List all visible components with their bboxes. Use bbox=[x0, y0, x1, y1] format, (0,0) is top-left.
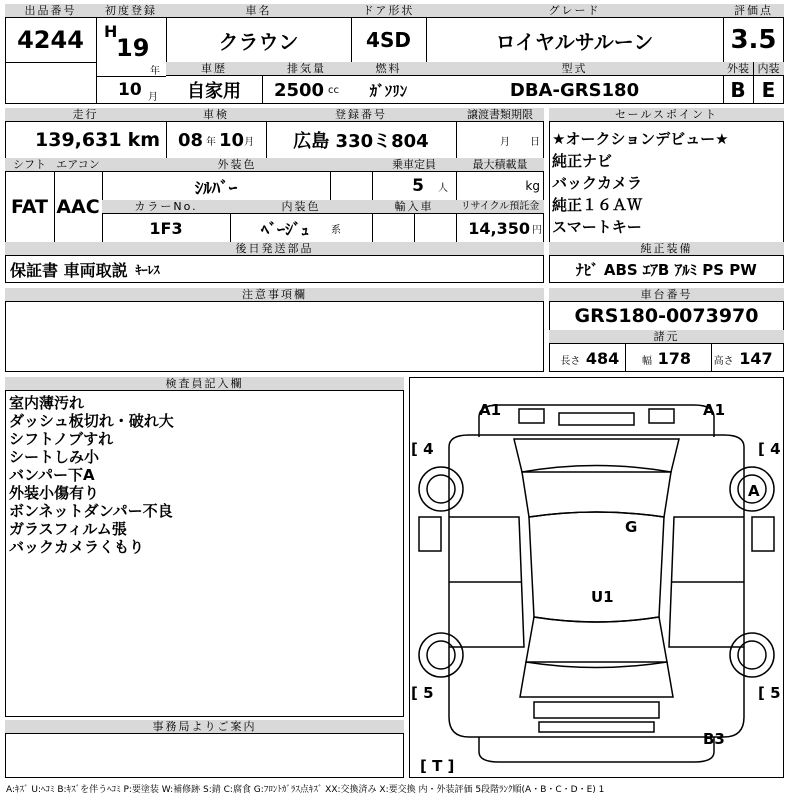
ext-color-label: 外装色 bbox=[102, 158, 372, 172]
inspector-item: バックカメラくもり bbox=[9, 538, 145, 556]
lot-number: 4244 bbox=[17, 26, 84, 54]
later-parts-label: 後日発送部品 bbox=[5, 242, 544, 256]
int-color-suffix: 系 bbox=[331, 224, 341, 236]
damage-a-wheel: A bbox=[748, 482, 760, 500]
lot-label: 出品番号 bbox=[5, 4, 96, 18]
history: 自家用 bbox=[187, 81, 241, 102]
first-reg-year: 19 bbox=[116, 34, 150, 62]
history-label: 車歴 bbox=[166, 62, 262, 76]
equipment: ﾅﾋﾞ ABS ｴｱB ｱﾙﾐ PS PW bbox=[576, 261, 757, 279]
displacement bbox=[262, 76, 351, 104]
equipment-label: 純正装備 bbox=[549, 242, 784, 256]
later-parts-small: ｷｰﾚｽ bbox=[135, 263, 160, 277]
inspector-item: シフトノブすれ bbox=[9, 430, 114, 448]
selling-point: 純正ナビ bbox=[552, 152, 613, 170]
load-label: 最大積載量 bbox=[456, 158, 544, 172]
door-type: 4SD bbox=[366, 28, 411, 52]
int-color-value: ﾍﾞｰｼﾞｭ bbox=[260, 219, 309, 239]
car-name-label: 車名 bbox=[166, 4, 351, 18]
score-int: E bbox=[761, 78, 776, 102]
grade: ロイヤルサルーン bbox=[495, 29, 654, 54]
score: 3.5 bbox=[730, 25, 777, 55]
transfer-day-unit: 日 bbox=[530, 136, 540, 148]
chassis-label: 車台番号 bbox=[549, 288, 784, 302]
int-color-label: 内装色 bbox=[230, 200, 372, 214]
specs bbox=[549, 344, 784, 372]
capacity bbox=[372, 172, 456, 200]
first-reg-era: H bbox=[104, 22, 118, 41]
recycle-value: 14,350 bbox=[468, 218, 530, 238]
shift-label: シフト bbox=[5, 158, 54, 172]
recycle-unit: 円 bbox=[532, 224, 542, 236]
fuel-label: 燃料 bbox=[351, 62, 426, 76]
damage-u1: U1 bbox=[591, 588, 614, 606]
selling-point: ★オークションデビュー★ bbox=[552, 130, 729, 148]
height-label: 高さ bbox=[713, 355, 734, 367]
recycle-label: リサイクル預託金 bbox=[456, 200, 544, 214]
car-diagram bbox=[409, 377, 784, 778]
damage-b3: B3 bbox=[703, 730, 725, 748]
capacity-label: 乗車定員 bbox=[372, 158, 456, 172]
door-label: ドア形状 bbox=[351, 4, 426, 18]
fuel: ｶﾞｿﾘﾝ bbox=[369, 81, 408, 100]
color-no: 1F3 bbox=[149, 218, 183, 238]
later-parts-main: 保証書 車両取説 bbox=[10, 261, 128, 280]
tire-depth-left-rear: [ 5 bbox=[411, 684, 434, 702]
tire-depth-right-front: [ 4 bbox=[758, 440, 781, 458]
capacity-value: 5 bbox=[412, 176, 424, 196]
width-label: 幅 bbox=[641, 355, 652, 367]
score-label: 評価点 bbox=[723, 4, 784, 18]
model-label: 型式 bbox=[426, 62, 723, 76]
grade-label: グレード bbox=[426, 4, 723, 18]
model: DBA-GRS180 bbox=[509, 79, 640, 101]
length-label: 長さ bbox=[560, 355, 581, 367]
office-label: 事務局よりご案内 bbox=[5, 720, 404, 734]
import-label: 輸入車 bbox=[372, 200, 456, 214]
color-no-label: カラーNo. bbox=[102, 200, 230, 214]
first-reg-label: 初度登録 bbox=[96, 4, 166, 18]
displacement-label: 排気量 bbox=[262, 62, 351, 76]
inspector-label: 検査員記入欄 bbox=[5, 377, 404, 391]
mileage-label: 走行 bbox=[5, 108, 166, 122]
damage-a1-right: A1 bbox=[703, 401, 726, 419]
displacement-value: 2500 bbox=[273, 79, 325, 101]
ac: AAC bbox=[56, 196, 100, 218]
chassis-number: GRS180-0073970 bbox=[574, 305, 759, 327]
first-reg-year-unit: 年 bbox=[150, 66, 160, 77]
tire-depth-right-rear: [ 5 bbox=[758, 684, 781, 702]
notes-label: 注意事項欄 bbox=[5, 288, 544, 302]
selling-point: 純正１６ＡＷ bbox=[552, 196, 643, 214]
ext-color: ｼﾙﾊﾞｰ bbox=[194, 178, 238, 199]
mileage-value: 139,631 bbox=[35, 129, 122, 151]
score-int-label: 内装 bbox=[753, 62, 784, 76]
score-ext: B bbox=[730, 78, 746, 102]
score-ext-label: 外装 bbox=[723, 62, 753, 76]
inspection-month-unit: 月 bbox=[244, 136, 255, 148]
inspector-item: 外装小傷有り bbox=[9, 484, 100, 502]
inspector-item: 室内薄汚れ bbox=[9, 394, 85, 412]
first-reg-month-unit: 月 bbox=[148, 92, 158, 103]
plate: 広島 330ミ804 bbox=[293, 131, 429, 152]
inspection bbox=[166, 122, 266, 158]
inspector-item: バンパー下A bbox=[9, 466, 95, 484]
height: 147 bbox=[739, 348, 773, 368]
transfer bbox=[456, 122, 544, 158]
mileage-unit: km bbox=[127, 129, 160, 151]
selling-point: スマートキー bbox=[552, 218, 642, 236]
transfer-month-unit: 月 bbox=[500, 136, 510, 148]
inspector-item: ボンネットダンパー不良 bbox=[9, 502, 173, 520]
damage-g: G bbox=[625, 518, 638, 536]
plate-label: 登録番号 bbox=[266, 108, 456, 122]
inspection-month: 10 bbox=[219, 129, 245, 151]
first-reg-month: 10 bbox=[118, 80, 142, 100]
shift: FAT bbox=[11, 196, 48, 218]
specs-label: 諸元 bbox=[549, 330, 784, 344]
inspection-label: 車検 bbox=[166, 108, 266, 122]
int-color bbox=[230, 214, 372, 242]
inspection-year-unit: 年 bbox=[206, 136, 216, 148]
mileage bbox=[5, 122, 166, 158]
inspector-item: シートしみ小 bbox=[9, 448, 100, 466]
later-parts bbox=[5, 256, 544, 283]
inspector-list bbox=[9, 394, 174, 556]
legend: A:ｷｽﾞ U:ﾍｺﾐ B:ｷｽﾞを伴うﾍｺﾐ P:要塗装 W:補修跡 S:錆 C:腐食 G:ﾌﾛﾝﾄｶﾞﾗｽ点ｷｽﾞ XX:交換済み X:要交換 内・外装評価 5段階ﾗﾝｸ順(A・B・C・D・E) 1 bbox=[6, 785, 605, 795]
width: 178 bbox=[657, 348, 691, 368]
tire-depth-spare: [ T ] bbox=[420, 757, 455, 775]
car-name: クラウン bbox=[218, 29, 299, 54]
selling-point: バックカメラ bbox=[552, 174, 643, 192]
tire-depth-left-front: [ 4 bbox=[411, 440, 434, 458]
damage-a1-left: A1 bbox=[479, 401, 502, 419]
recycle bbox=[456, 214, 544, 242]
length: 484 bbox=[585, 348, 620, 368]
ac-label: エアコン bbox=[54, 158, 102, 172]
displacement-unit: cc bbox=[328, 84, 340, 96]
selling-points-label: セールスポイント bbox=[549, 108, 784, 122]
load-unit: kg bbox=[525, 179, 540, 193]
transfer-label: 譲渡書類期限 bbox=[456, 108, 544, 122]
capacity-unit: 人 bbox=[438, 182, 448, 194]
inspection-year: 08 bbox=[177, 129, 203, 151]
inspector-item: ガラスフィルム張 bbox=[9, 520, 127, 538]
inspector-item: ダッシュ板切れ・破れ大 bbox=[9, 412, 174, 430]
selling-points-list bbox=[552, 128, 729, 238]
